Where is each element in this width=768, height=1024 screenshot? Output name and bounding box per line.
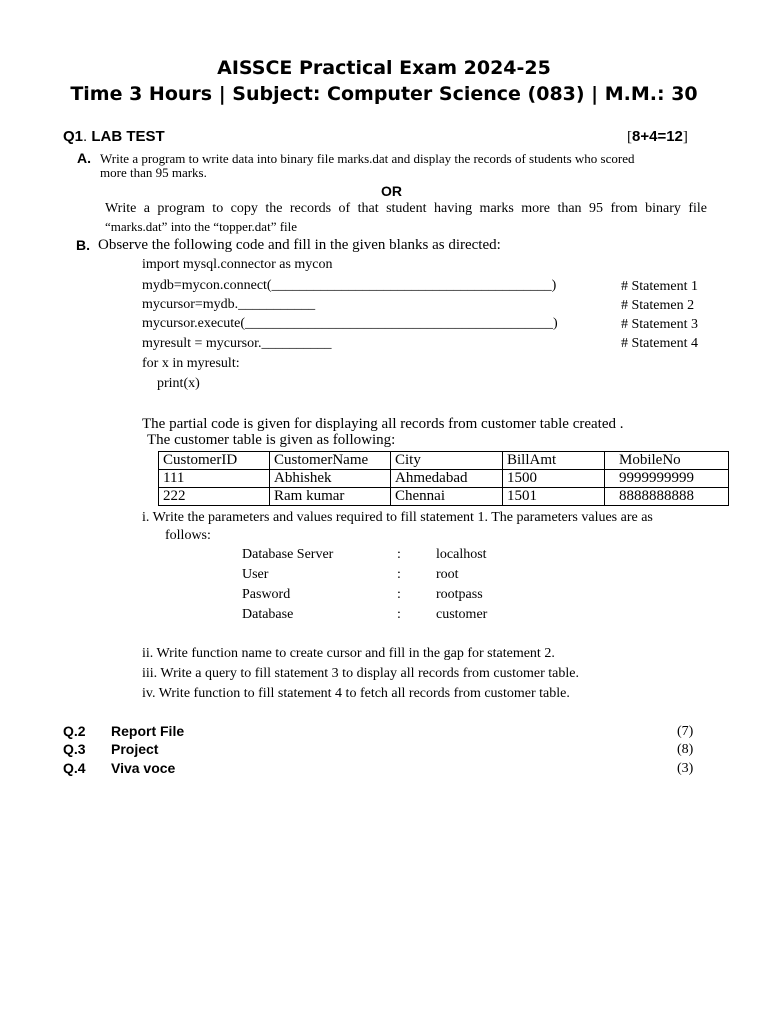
question-iv: iv. Write function to fill statement 4 to fetch all records from customer table. (142, 686, 570, 701)
customer-table (158, 451, 729, 506)
param-value: customer (436, 607, 488, 622)
param-name: User (242, 567, 269, 582)
statement-comment: # Statemen 2 (621, 298, 695, 313)
question-marks: (7) (677, 724, 694, 739)
statement-comment: # Statement 4 (621, 336, 698, 351)
table-header-cell: City (391, 452, 503, 470)
code-line: mydb=mycon.connect(________________________________________) (142, 278, 557, 293)
table-cell: 1501 (503, 488, 605, 506)
table-cell: Abhishek (270, 470, 391, 488)
code-line: import mysql.connector as mycon (142, 257, 333, 272)
part-a-alt-line2: “marks.dat” into the “topper.dat” file (105, 219, 298, 234)
param-separator: : (397, 547, 401, 562)
or-separator: OR (381, 183, 402, 199)
table-header-cell: MobileNo (605, 452, 729, 470)
question-marks: (8) (677, 742, 694, 757)
question-title: Report File (111, 723, 185, 739)
statement-comment: # Statement 1 (621, 279, 698, 294)
code-line: myresult = mycursor.__________ (142, 336, 332, 351)
param-separator: : (397, 607, 401, 622)
question-number: Q.2 (63, 723, 86, 739)
statement-comment: # Statement 3 (621, 317, 698, 332)
part-a-line2: more than 95 marks. (100, 165, 207, 180)
q1-marks: [8+4=12] (627, 128, 688, 145)
q1-number: Q1 (63, 128, 84, 145)
table-cell: Ram kumar (270, 488, 391, 506)
code-line: print(x) (157, 376, 200, 391)
question-number: Q.3 (63, 741, 86, 757)
exam-subtitle: Time 3 Hours | Subject: Computer Science (083) | M.M.: 30 (70, 83, 698, 105)
param-name: Pasword (242, 587, 291, 602)
q1-title: LAB TEST (87, 128, 165, 145)
param-separator: : (397, 587, 401, 602)
question-title: Viva voce (111, 760, 176, 776)
table-cell: Chennai (391, 488, 503, 506)
table-header-cell: BillAmt (503, 452, 605, 470)
table-cell: 111 (159, 470, 270, 488)
table-cell: 9999999999 (605, 470, 729, 488)
question-iii: iii. Write a query to fill statement 3 to display all records from customer table. (142, 666, 579, 681)
exam-title: AISSCE Practical Exam 2024-25 (217, 57, 551, 79)
table-cell: 8888888888 (605, 488, 729, 506)
part-b-label: B. (76, 237, 90, 253)
question-marks: (3) (677, 761, 694, 776)
table-header-cell: CustomerName (270, 452, 391, 470)
param-value: root (436, 567, 459, 582)
table-cell: Ahmedabad (391, 470, 503, 488)
param-name: Database (242, 607, 294, 622)
param-value: rootpass (436, 587, 483, 602)
table-intro: The customer table is given as following: (147, 432, 396, 448)
question-i-line2: follows: (165, 528, 211, 543)
q1-heading (63, 128, 165, 145)
part-b-intro: Observe the following code and fill in the given blanks as directed: (98, 237, 501, 253)
table-cell: 222 (159, 488, 270, 506)
code-line: mycursor=mydb.___________ (142, 297, 316, 312)
param-name: Database Server (242, 547, 334, 562)
table-row (159, 488, 729, 506)
partial-code-note: The partial code is given for displaying all records from customer table created . (142, 416, 624, 432)
table-header-row (159, 452, 729, 470)
question-title: Project (111, 741, 159, 757)
part-a-label: A. (77, 150, 91, 166)
table-row (159, 470, 729, 488)
param-value: localhost (436, 547, 487, 562)
code-line: mycursor.execute(____________________________________________) (142, 316, 558, 331)
q1-dot: . (83, 128, 88, 145)
question-number: Q.4 (63, 760, 86, 776)
question-ii: ii. Write function name to create cursor and fill in the gap for statement 2. (142, 646, 555, 661)
code-line: for x in myresult: (142, 356, 240, 371)
part-a-alt-line1: Write a program to copy the records of that student having marks more than 95 from binary file (105, 201, 707, 216)
table-header-cell: CustomerID (159, 452, 270, 470)
question-i-line1: i. Write the parameters and values required to fill statement 1. The parameters values are as (142, 510, 653, 525)
table-cell: 1500 (503, 470, 605, 488)
part-a-line1: Write a program to write data into binary file marks.dat and display the records of students who scored (100, 151, 635, 166)
param-separator: : (397, 567, 401, 582)
